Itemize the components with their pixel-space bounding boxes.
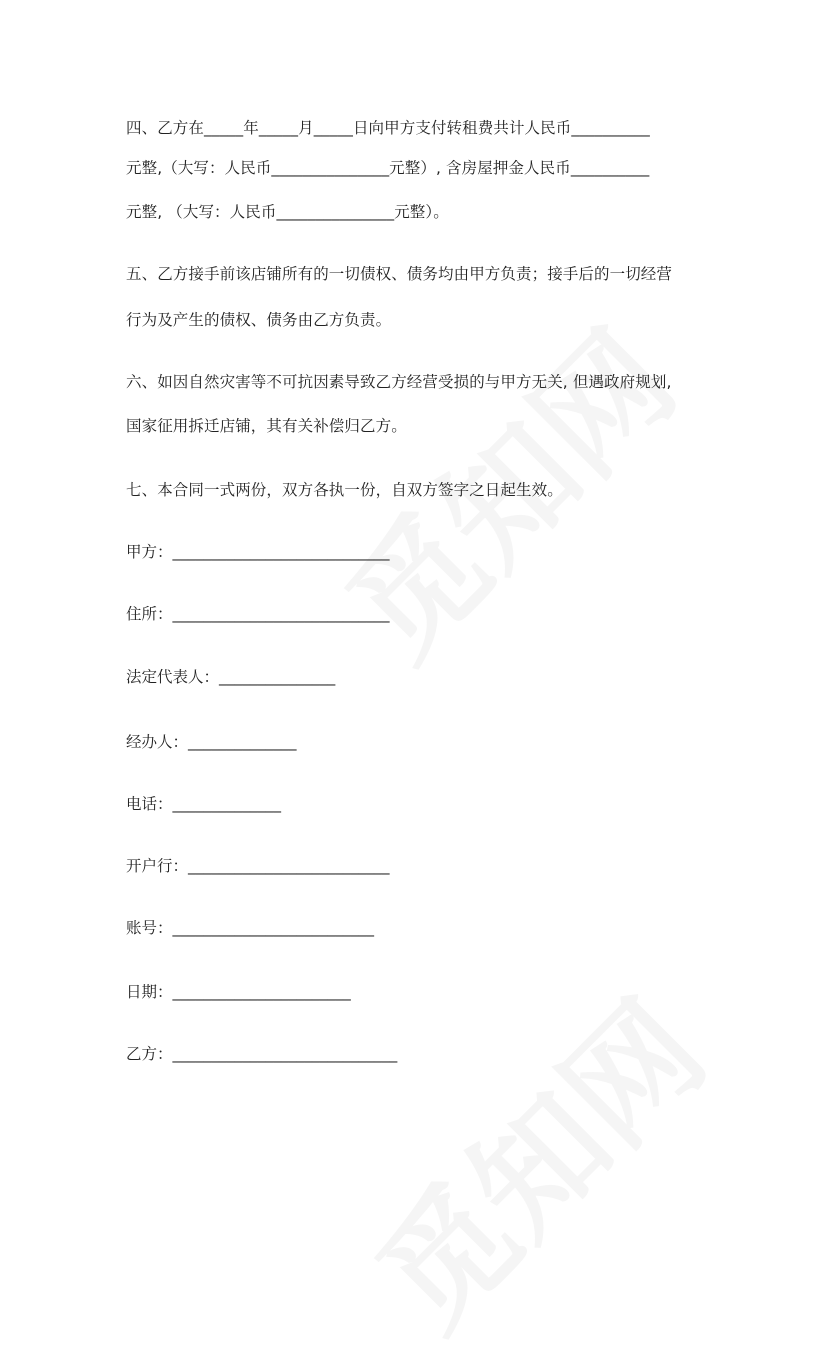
signature-field-account-number [126, 918, 374, 938]
signature-field-bank [126, 856, 390, 876]
field-blank: ______________ [172, 795, 282, 813]
clause-5-line-2: 行为及产生的债权、债务由乙方负责。 [126, 311, 392, 329]
field-label: 开户行： [126, 857, 189, 875]
field-blank: _____________________________ [172, 1045, 398, 1063]
field-label: 经办人： [126, 733, 189, 751]
field-label: 甲方： [126, 543, 173, 561]
field-label: 日期： [126, 983, 173, 1001]
signature-field-phone [126, 794, 281, 814]
field-label: 住所： [126, 605, 173, 623]
field-label: 法定代表人： [126, 668, 220, 686]
field-blank: __________________________ [188, 857, 390, 875]
field-blank: ____________________________ [172, 605, 390, 623]
clause-5-line-1: 五、乙方接手前该店铺所有的一切债权、债务均由甲方负责；接手后的一切经营 [126, 265, 673, 283]
field-blank: ____________________________ [172, 543, 390, 561]
field-blank: __________________________ [172, 919, 375, 937]
watermark [330, 954, 738, 1362]
signature-field-date [126, 982, 351, 1002]
signature-field-agent [126, 732, 297, 752]
field-label: 账号： [126, 919, 173, 937]
clause-7-line-1: 七、本合同一式两份，双方各执一份，自双方签字之日起生效。 [126, 481, 563, 499]
field-blank: _______________ [219, 668, 336, 686]
field-label: 电话： [126, 795, 173, 813]
field-blank: _______________________ [172, 983, 351, 1001]
clause-6-line-1: 六、如因自然灾害等不可抗因素导致乙方经营受损的与甲方无关, 但遇政府规划, [126, 373, 672, 391]
signature-field-legal-representative [126, 667, 335, 687]
field-blank: ______________ [188, 733, 297, 751]
clause-4-line-1: 四、乙方在_____年_____月_____日向甲方支付转租费共计人民币__________ [126, 119, 650, 137]
signature-field-party-a [126, 542, 390, 562]
clause-4-line-2: 元整,（大写：人民币_______________元整）, 含房屋押金人民币__________ [126, 159, 650, 177]
clause-6-line-2: 国家征用拆迁店铺，其有关补偿归乙方。 [126, 417, 407, 435]
signature-field-party-b [126, 1044, 397, 1064]
signature-field-address [126, 604, 390, 624]
clause-4-line-3: 元整, （大写：人民币_______________元整）。 [126, 203, 449, 221]
field-label: 乙方： [126, 1045, 173, 1063]
